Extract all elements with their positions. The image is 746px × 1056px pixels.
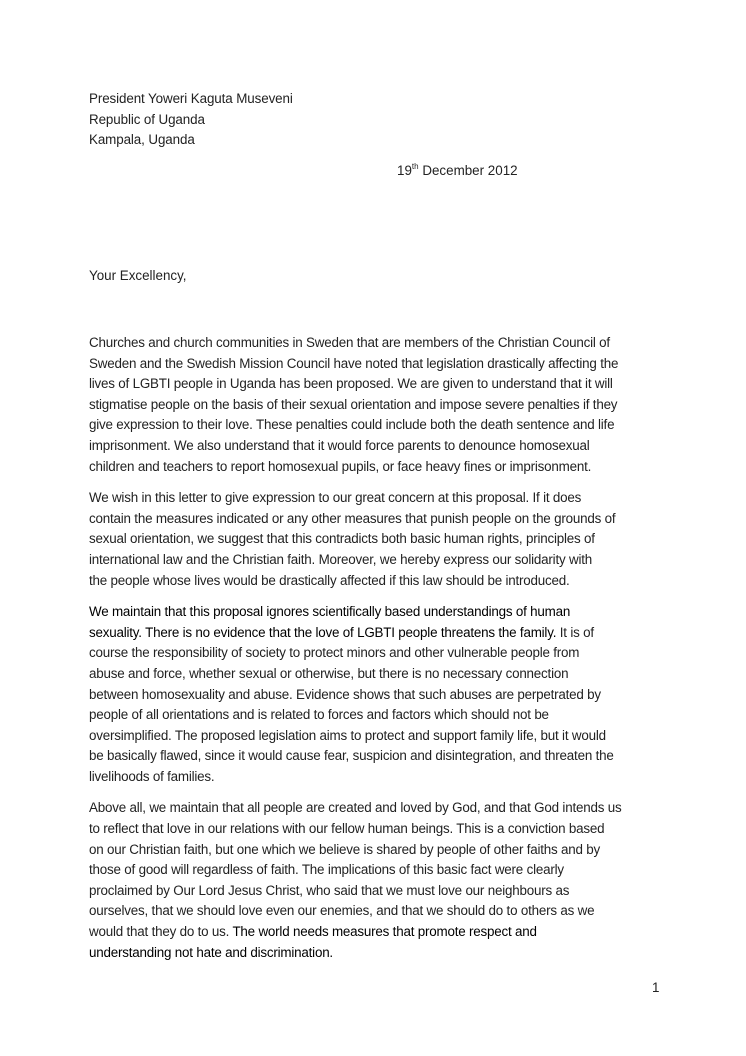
- recipient-country: Republic of Uganda: [89, 111, 205, 127]
- text-segment: sexuality. There is no evidence that the love of LGBTI people threatens the family.: [89, 624, 557, 640]
- text-segment: It is of: [556, 624, 594, 640]
- text-line: [89, 623, 669, 644]
- text-line: proclaimed by Our Lord Jesus Christ, who said that we must love our neighbours as: [89, 882, 570, 898]
- text-line: between homosexuality and abuse. Evidence shows that such abuses are perpetrated by: [89, 686, 601, 702]
- paragraph-2: [89, 488, 669, 591]
- text-line: Churches and church communities in Sweden that are members of the Christian Council of: [89, 335, 610, 350]
- text-line: Sweden and the Swedish Mission Council have noted that legislation drastically affecting the: [89, 355, 619, 371]
- text-line: the people whose lives would be drastically affected if this law should be introduced.: [89, 572, 570, 588]
- text-line: We wish in this letter to give expression to our great concern at this proposal. If it does: [89, 490, 582, 506]
- text-segment: would that they do to us.: [89, 924, 230, 940]
- date-suffix: th: [411, 162, 419, 171]
- text-line: We maintain that this proposal ignores scientifically based understandings of human: [89, 604, 571, 620]
- text-line: give expression to their love. These penalties could include both the death sentence and life: [89, 417, 615, 433]
- text-line: course the responsibility of society to protect minors and other vulnerable people from: [89, 645, 580, 661]
- recipient-city: Kampala, Uganda: [89, 132, 195, 147]
- text-line: stigmatise people on the basis of their sexual orientation and impose severe penalties if they: [89, 396, 618, 412]
- text-line: [89, 922, 669, 943]
- text-line: ourselves, that we should love even our enemies, and that we should do to others as we: [89, 903, 595, 919]
- text-line: international law and the Christian faith. Moreover, we hereby express our solidarity with: [89, 551, 593, 567]
- paragraph-1: [89, 333, 669, 477]
- salutation: Your Excellency,: [89, 268, 187, 283]
- text-line: lives of LGBTI people in Uganda has been proposed. We are given to understand that it will: [89, 376, 613, 392]
- text-line: Above all, we maintain that all people are created and loved by God, and that God intends us: [89, 800, 622, 816]
- text-line: livelihoods of families.: [89, 768, 215, 784]
- text-line: on our Christian faith, but one which we believe is shared by people of other faiths and by: [89, 841, 601, 857]
- text-line: sexual orientation, we suggest that this contradicts both basic human rights, principles of: [89, 531, 595, 547]
- paragraph-4: [89, 798, 669, 963]
- text-line: contain the measures indicated or any other measures that punish people on the grounds of: [89, 510, 616, 526]
- text-line: children and teachers to report homosexual pupils, or face heavy fines or imprisonment.: [89, 458, 592, 474]
- page-number: 1: [652, 980, 660, 995]
- letter-date: [397, 163, 518, 178]
- text-segment: The world needs measures that promote respect and: [229, 924, 537, 940]
- text-line: understanding not hate and discrimination.: [89, 944, 333, 960]
- paragraph-3: [89, 602, 669, 787]
- text-line: oversimplified. The proposed legislation aims to protect and support family life, but it would: [89, 727, 606, 743]
- text-line: people of all orientations and is related to forces and factors which should not be: [89, 707, 549, 723]
- letter-body: [89, 333, 669, 974]
- text-line: imprisonment. We also understand that it would force parents to denounce homosexual: [89, 437, 590, 453]
- text-line: those of good will regardless of faith. The implications of this basic fact were clearly: [89, 862, 564, 878]
- recipient-address: [89, 89, 293, 151]
- text-line: to reflect that love in our relations with our fellow human beings. This is a conviction based: [89, 821, 605, 837]
- text-line: abuse and force, whether sexual or otherwise, but there is no necessary connection: [89, 665, 569, 681]
- date-month-year: December 2012: [422, 163, 518, 178]
- date-day: 19: [397, 163, 412, 178]
- text-line: be basically flawed, since it would cause fear, suspicion and disintegration, and threaten the: [89, 748, 614, 764]
- recipient-name: President Yoweri Kaguta Museveni: [89, 91, 293, 106]
